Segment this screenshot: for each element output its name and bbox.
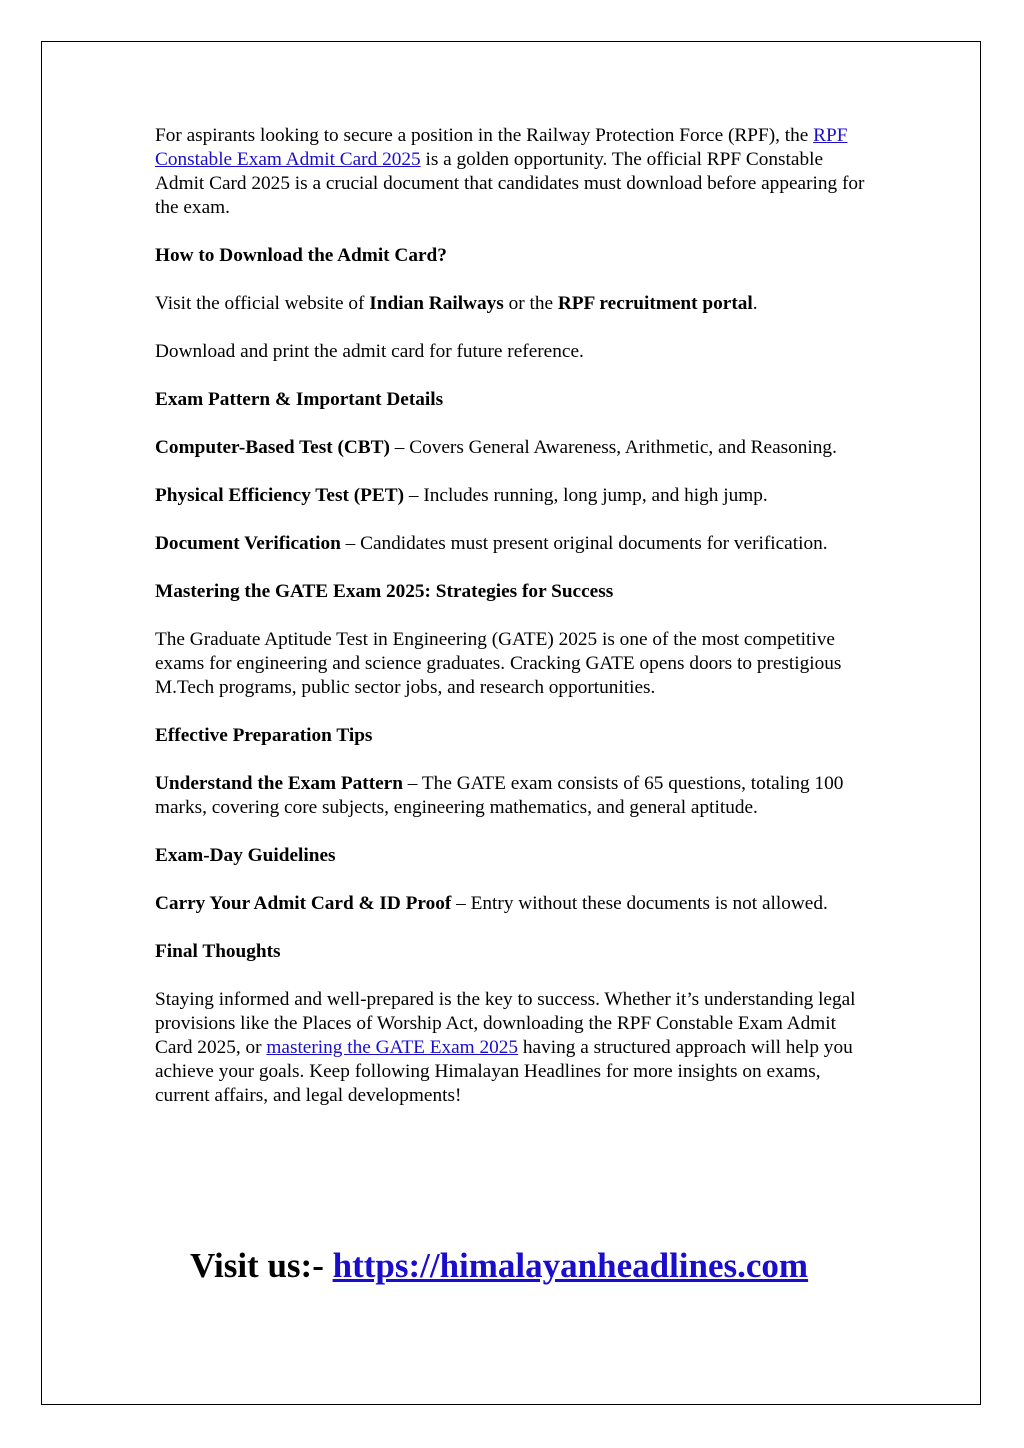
exam-item-pet: Physical Efficiency Test (PET) – Includes running, long jump, and high jump.: [155, 485, 768, 506]
intro-text-start: For aspirants looking to secure a position in the Railway Protection Force (RPF), the: [155, 125, 814, 146]
document-body: [155, 124, 875, 1132]
guidelines-item-admit-card: Carry Your Admit Card & ID Proof – Entry without these documents is not allowed.: [155, 893, 828, 914]
rpf-admit-card-link[interactable]: RPF Constable Exam Admit Card 2025: [155, 125, 848, 170]
tips-heading: Effective Preparation Tips: [155, 725, 373, 746]
intro-text-end: is a golden opportunity. The official RPF Constable Admit Card 2025 is a crucial document that candidates must download before appearing for the exam.: [155, 149, 865, 218]
download-step-print: Download and print the admit card for future reference.: [155, 341, 584, 362]
website-link[interactable]: https://himalayanheadlines.com: [332, 1246, 809, 1285]
exam-item-document-verification: Document Verification – Candidates must present original documents for verification.: [155, 533, 828, 554]
tips-item-exam-pattern: Understand the Exam Pattern – The GATE exam consists of 65 questions, totaling 100 marks, covering core subjects, engineering mathematics, and general aptitude.: [155, 773, 844, 818]
visit-us-label: Visit us:-: [190, 1246, 333, 1285]
indian-railways-text: Indian Railways: [369, 293, 504, 314]
gate-heading: Mastering the GATE Exam 2025: Strategies for Success: [155, 581, 614, 602]
intro-paragraph: [155, 124, 875, 220]
guidelines-heading: Exam-Day Guidelines: [155, 845, 336, 866]
rpf-portal-text: RPF recruitment portal: [557, 293, 753, 314]
exam-item-cbt: Computer-Based Test (CBT) – Covers General Awareness, Arithmetic, and Reasoning.: [155, 437, 837, 458]
gate-paragraph: The Graduate Aptitude Test in Engineering (GATE) 2025 is one of the most competitive exams for engineering and science graduates. Cracking GATE opens doors to prestigious M.Tech programs, public sector jobs, and research opportunities.: [155, 629, 842, 698]
final-paragraph: Staying informed and well-prepared is the key to success. Whether it’s understanding legal provisions like the Places of Worship Act, downloading the RPF Constable Exam Admit Card 2025, or mastering the GATE Exam 2025 having a structured approach will help you achieve your goals. Keep following Himalayan Headlines for more insights on exams, current affairs, and legal developments!: [155, 989, 856, 1106]
gate-exam-link[interactable]: mastering the GATE Exam 2025: [266, 1037, 519, 1058]
download-step-visit: Visit the official website of Indian Railways or the RPF recruitment portal.: [155, 293, 758, 314]
download-heading: How to Download the Admit Card?: [155, 245, 447, 266]
visit-us-footer: [190, 1244, 808, 1288]
final-heading: Final Thoughts: [155, 941, 281, 962]
exam-pattern-heading: Exam Pattern & Important Details: [155, 389, 444, 410]
